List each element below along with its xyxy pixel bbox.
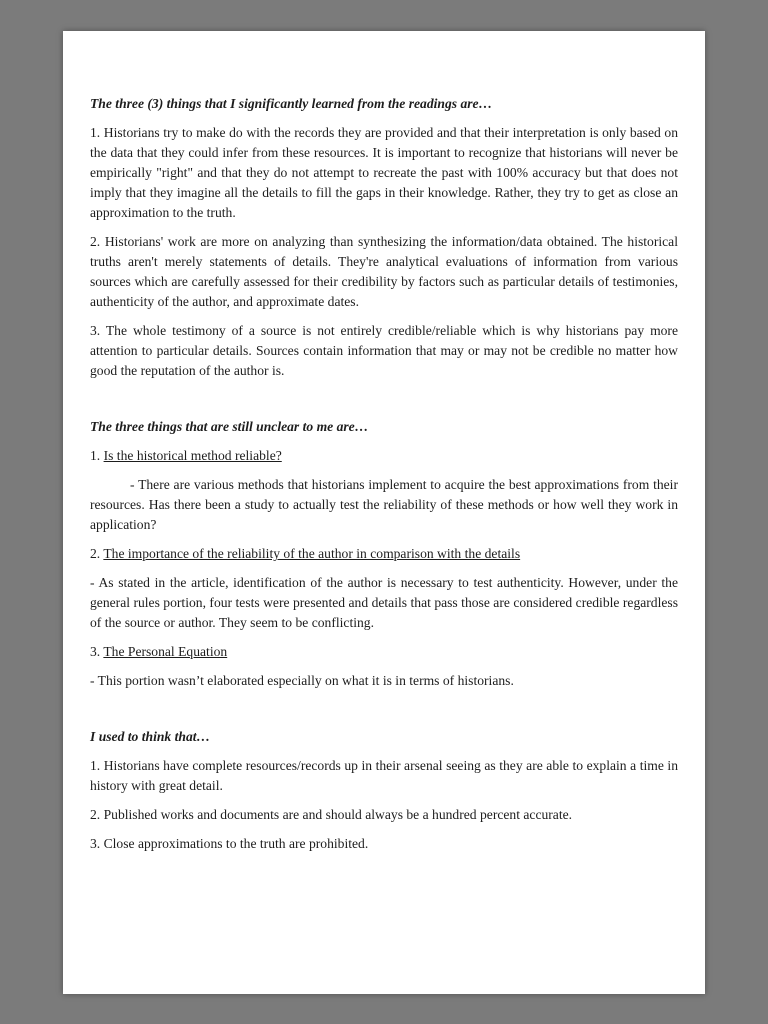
learned-paragraph-1: 1. Historians try to make do with the records they are provided and that their interpretation is only based on the data that they could infer from these resources. It is important to recognize that historians will never be empirically "right" and that they do not attempt to recreate the past with 100% accuracy but that does not imply that they imagine all the details to fill the gaps in their knowledge. Rather, they try to get as close an approximation to the truth. xyxy=(90,125,678,220)
learned-paragraph-3: 3. The whole testimony of a source is not entirely credible/reliable which is why historians pay more attention to particular details. Sources contain information that may or may not be credible no matter how good the reputation of the author is. xyxy=(90,323,678,378)
unclear-item-2-answer: - As stated in the article, identification of the author is necessary to test authenticity. However, under the general rules portion, four tests were presented and details that pass those are considered credible regardless of the source or author. They seem to be conflicting. xyxy=(90,575,678,630)
unclear-item-3-answer: - This portion wasn’t elaborated especially on what it is in terms of historians. xyxy=(90,673,514,688)
unclear-item-3-number: 3. xyxy=(90,644,104,659)
unclear-item-3-title-line xyxy=(90,642,678,662)
learned-section-heading: The three (3) things that I significantly learned from the readings are… xyxy=(90,96,493,111)
unclear-item-2-title: The importance of the reliability of the author in comparison with the details xyxy=(103,546,521,561)
used-to-think-paragraph-1: 1. Historians have complete resources/records up in their arsenal seeing as they are able to explain a time in history with great detail. xyxy=(90,758,678,793)
unclear-item-1-title-line xyxy=(90,446,678,466)
unclear-item-2-number: 2. xyxy=(90,546,104,561)
unclear-section-heading: The three things that are still unclear to me are… xyxy=(90,419,369,434)
used-to-think-section-heading: I used to think that… xyxy=(90,729,211,744)
unclear-item-1-title: Is the historical method reliable? xyxy=(103,448,282,463)
unclear-item-2-title-line xyxy=(90,544,678,564)
unclear-item-1-number: 1. xyxy=(90,448,104,463)
unclear-item-1-answer: - There are various methods that historians implement to acquire the best approximations from their resources. Has there been a study to actually test the reliability of these methods or how well they work in application? xyxy=(90,477,678,532)
used-to-think-paragraph-2: 2. Published works and documents are and should always be a hundred percent accurate. xyxy=(90,807,573,822)
document-page xyxy=(63,31,705,994)
learned-paragraph-2: 2. Historians' work are more on analyzing than synthesizing the information/data obtained. The historical truths aren't merely statements of details. They're analytical evaluations of information from various sources which are carefully assessed for their credibility by factors such as particular details of testimonies, authenticity of the author, and approximate dates. xyxy=(90,234,678,309)
used-to-think-paragraph-3: 3. Close approximations to the truth are prohibited. xyxy=(90,836,369,851)
unclear-item-3-title: The Personal Equation xyxy=(103,644,228,659)
